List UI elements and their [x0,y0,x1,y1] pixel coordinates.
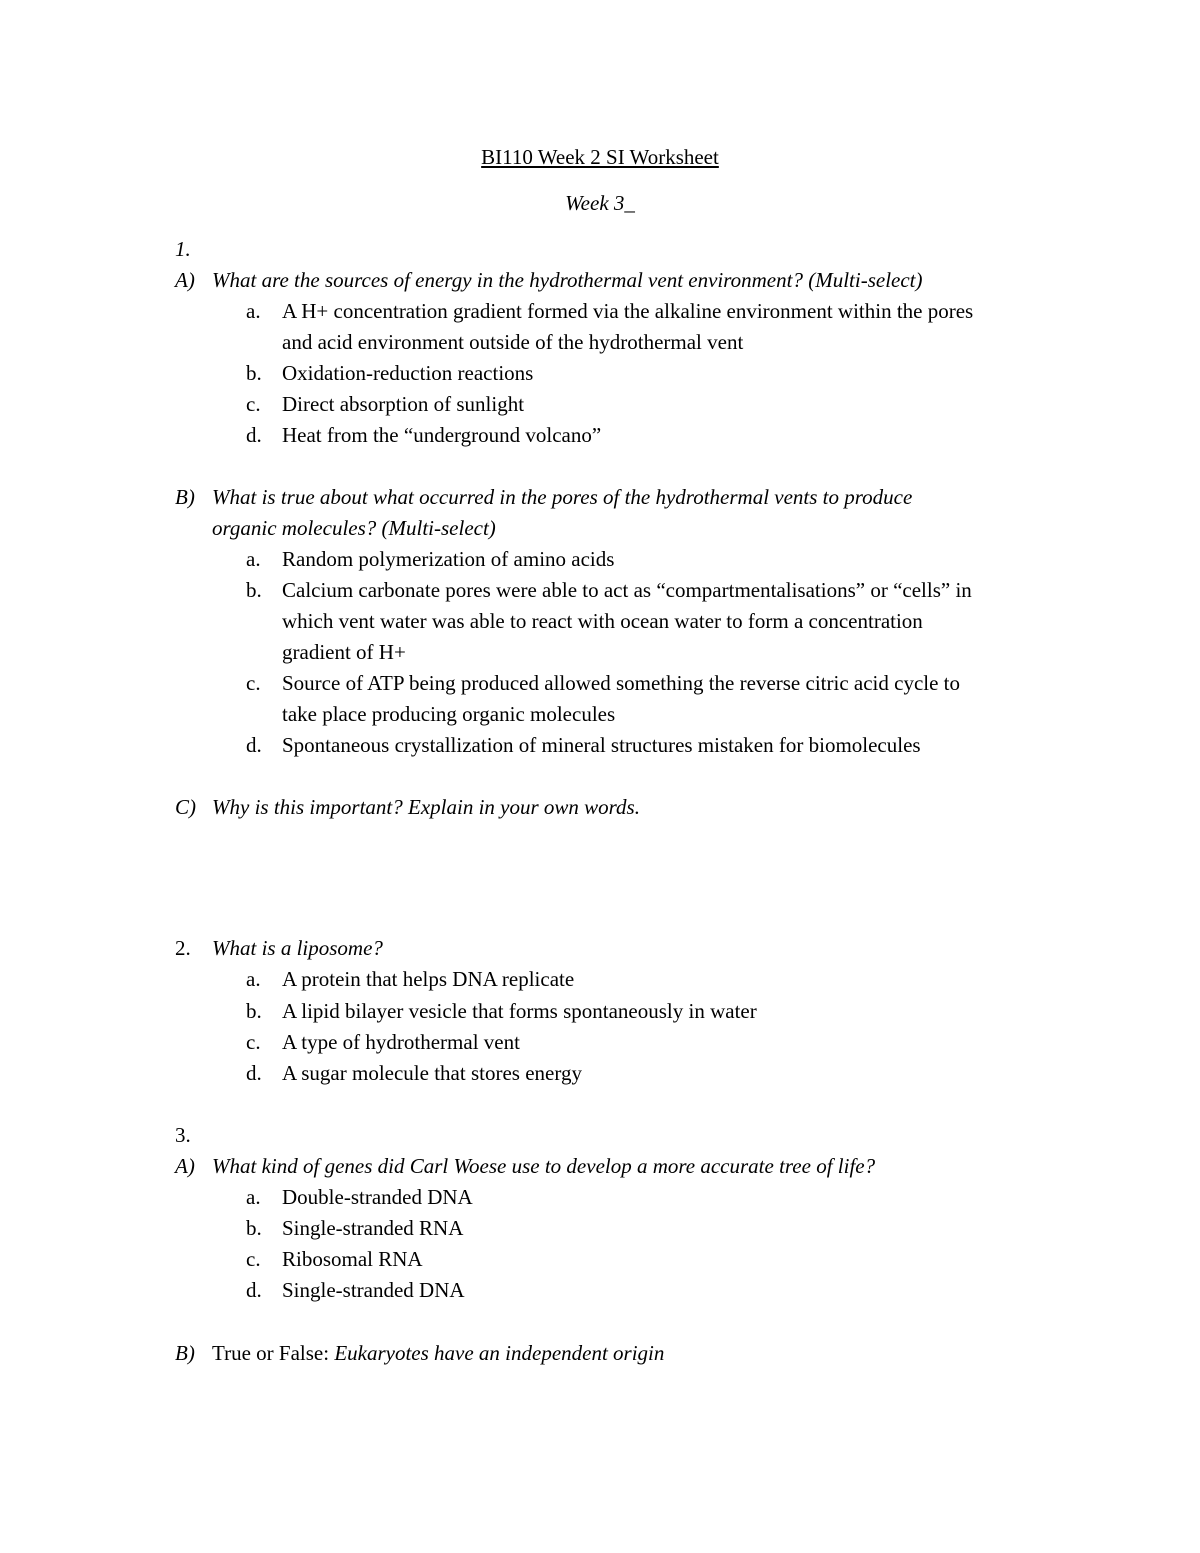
question-1b-text-line2: organic molecules? (Multi-select) [212,516,496,540]
option-1b-b-line3: gradient of H+ [282,640,406,664]
question-1-number: 1. [175,237,191,261]
question-1b-label: B) [175,485,195,509]
option-3a-b-letter: b. [246,1216,262,1240]
option-3a-c-text: Ribosomal RNA [282,1247,423,1271]
question-1b-text-line1: What is true about what occurred in the pores of the hydrothermal vents to produce [212,485,913,509]
option-1a-d-letter: d. [246,423,262,447]
option-1b-b-line2: which vent water was able to react with ocean water to form a concentration [282,609,923,633]
option-1b-d-text: Spontaneous crystallization of mineral structures mistaken for biomolecules [282,733,921,757]
page-subtitle: Week 3_ [565,191,635,215]
option-1b-d-letter: d. [246,733,262,757]
option-2-b-text: A lipid bilayer vesicle that forms spontaneously in water [282,999,757,1023]
option-1a-d-text: Heat from the “underground volcano” [282,423,602,447]
option-1b-a-letter: a. [246,547,261,571]
option-1a-a-line2: and acid environment outside of the hydrothermal vent [282,330,744,354]
question-3b-text [212,1338,1032,1369]
option-1a-a-line1: A H+ concentration gradient formed via the alkaline environment within the pores [282,299,974,323]
option-1a-c-letter: c. [246,392,261,416]
question-2-text: What is a liposome? [212,936,383,960]
option-3a-d-text: Single-stranded DNA [282,1278,465,1302]
question-2-number: 2. [175,936,191,960]
question-1c-text: Why is this important? Explain in your own words. [212,795,640,819]
option-2-d-letter: d. [246,1061,262,1085]
question-3b-label: B) [175,1341,195,1365]
option-1a-a-letter: a. [246,299,261,323]
option-1b-a-text: Random polymerization of amino acids [282,547,615,571]
option-2-d-text: A sugar molecule that stores energy [282,1061,582,1085]
page-title: BI110 Week 2 SI Worksheet [481,145,719,169]
option-1a-b-letter: b. [246,361,262,385]
option-1a-c-text: Direct absorption of sunlight [282,392,525,416]
option-3a-d-letter: d. [246,1278,262,1302]
question-3b-statement: Eukaryotes have an independent origin [334,1341,665,1365]
question-1a-text: What are the sources of energy in the hydrothermal vent environment? (Multi-select) [212,268,923,292]
option-1b-c-line1: Source of ATP being produced allowed something the reverse citric acid cycle to [282,671,960,695]
option-3a-c-letter: c. [246,1247,261,1271]
option-1a-b-text: Oxidation-reduction reactions [282,361,534,385]
question-3b-prefix: True or False: [212,1341,335,1365]
option-1b-c-line2: take place producing organic molecules [282,702,616,726]
option-1b-b-letter: b. [246,578,262,602]
question-3a-label: A) [175,1154,195,1178]
option-2-a-text: A protein that helps DNA replicate [282,967,575,991]
option-3a-a-text: Double-stranded DNA [282,1185,473,1209]
option-3a-a-letter: a. [246,1185,261,1209]
option-2-a-letter: a. [246,967,261,991]
question-1c-label: C) [175,795,196,819]
question-3-number: 3. [175,1123,191,1147]
question-1a-label: A) [175,268,195,292]
option-1b-b-line1: Calcium carbonate pores were able to act as “compartmentalisations” or “cells” in [282,578,972,602]
option-2-c-text: A type of hydrothermal vent [282,1030,520,1054]
option-2-b-letter: b. [246,999,262,1023]
option-3a-b-text: Single-stranded RNA [282,1216,464,1240]
question-3a-text: What kind of genes did Carl Woese use to develop a more accurate tree of life? [212,1154,876,1178]
option-2-c-letter: c. [246,1030,261,1054]
option-1b-c-letter: c. [246,671,261,695]
